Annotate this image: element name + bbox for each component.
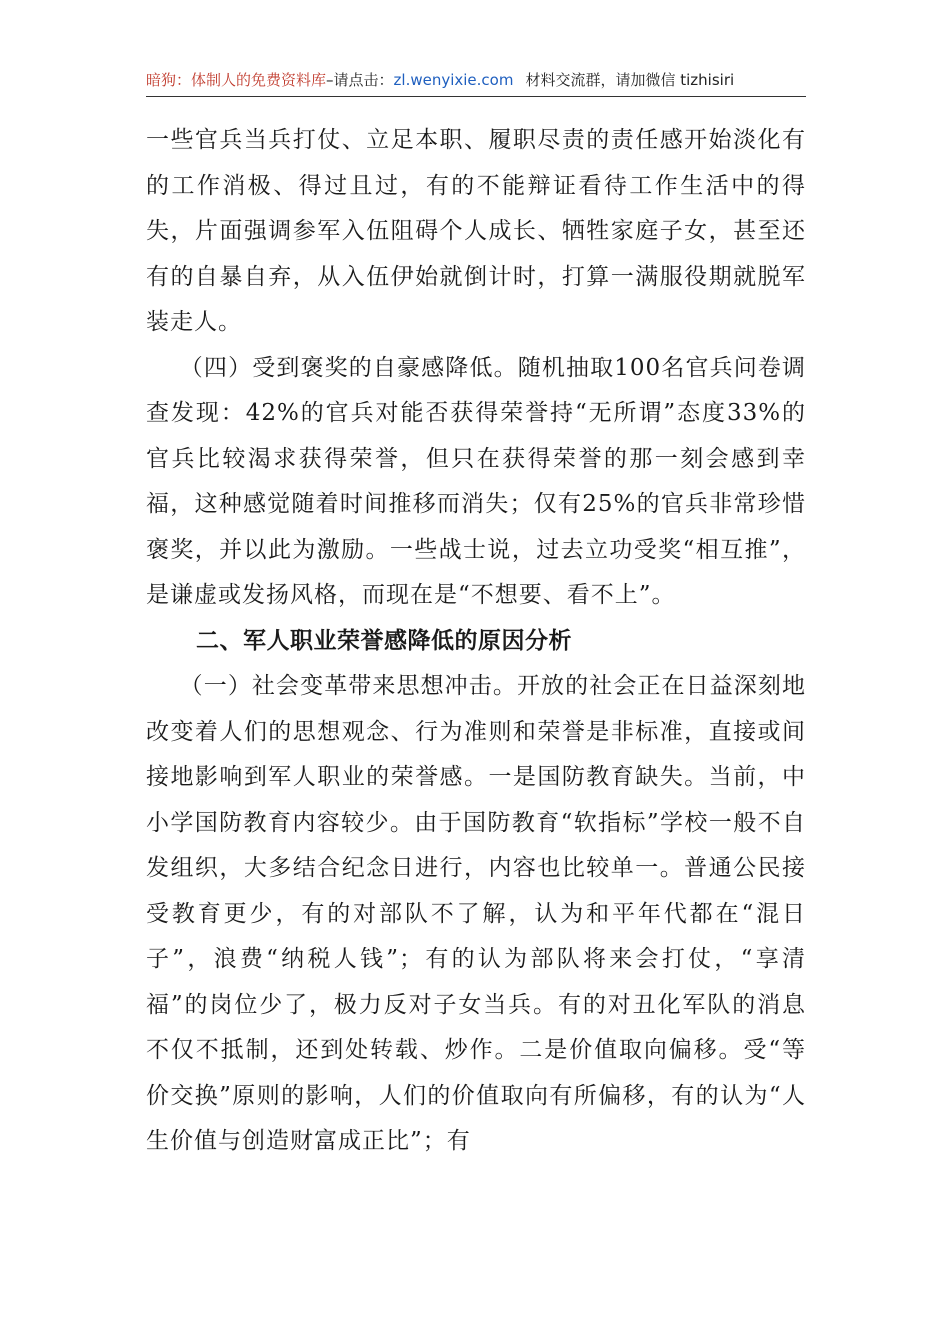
header-prompt: –请点击：: [326, 71, 394, 89]
paragraph: 一些官兵当兵打仗、立足本职、履职尽责的责任感开始淡化有的工作消极、得过且过，有的不能辩证看待工作生活中的得失，片面强调参军入伍阻碍个人成长、牺牲家庭子女，甚至还有的自暴自弃，从入伍伊始就倒计时，打算一满服役期就脱军装走人。: [146, 127, 806, 335]
header-link[interactable]: zl.wenyixie.com: [393, 71, 514, 89]
section-heading: 二、军人职业荣誉感降低的原因分析: [196, 627, 572, 654]
header-contact: 材料交流群，请加微信 tizhisiri: [525, 71, 735, 89]
paragraph: （一）社会变革带来思想冲击。开放的社会正在日益深刻地改变着人们的思想观念、行为准则和荣誉是非标准，直接或间接地影响到军人职业的荣誉感。一是国防教育缺失。当前，中小学国防教育内容较少。由于国防教育“软指标”学校一般不自发组织，大多结合纪念日进行，内容也比较单一。普通公民接受教育更少，有的对部队不了解，认为和平年代都在“混日子”，浪费“纳税人钱”；有的认为部队将来会打仗，“享清福”的岗位少了，极力反对子女当兵。有的对丑化军队的消息不仅不抵制，还到处转载、炒作。二是价值取向偏移。受“等价交换”原则的影响，人们的价值取向有所偏移，有的认为“人生价值与创造财富成正比”；有: [146, 673, 806, 1154]
header-brand: 暗狗：体制人的免费资料库: [146, 71, 327, 89]
document-body: [146, 118, 806, 1165]
paragraph: （四）受到褒奖的自豪感降低。随机抽取100名官兵问卷调查发现：42%的官兵对能否获得荣誉持“无所谓”态度33%的官兵比较渴求获得荣誉，但只在获得荣誉的那一刻会感到幸福，这种感觉随着时间推移而消失；仅有25%的官兵非常珍惜褒奖，并以此为激励。一些战士说，过去立功受奖“相互推”，是谦虚或发扬风格，而现在是“不想要、看不上”。: [146, 354, 806, 608]
page-header: [146, 66, 806, 97]
